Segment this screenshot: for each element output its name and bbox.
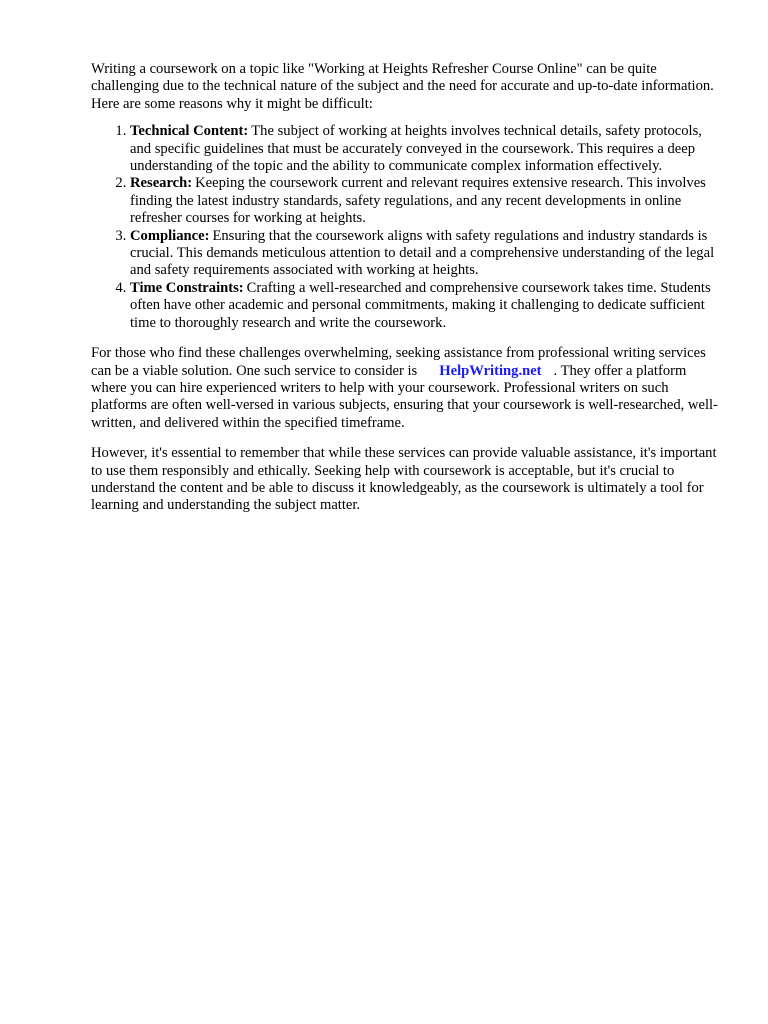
reason-text: The subject of working at heights involves technical details, safety protocols, and specific guidelines that must be accurately conveyed in the coursework. This requires a deep understanding of the topic and the ability to communicate complex information effectively. xyxy=(130,123,702,175)
intro-paragraph: Writing a coursework on a topic like "Working at Heights Refresher Course Online" can be quite challenging due to the technical nature of the subject and the need for accurate and up-to-date information. Here are some reasons why it might be difficult: xyxy=(91,61,714,112)
list-item xyxy=(130,228,723,280)
service-text-before: For those who find these challenges overwhelming, seeking assistance from professional writing services can be a viable solution. One such service to consider is xyxy=(91,345,706,379)
reason-term: Technical Content: xyxy=(130,123,249,140)
helpwriting-link[interactable]: HelpWriting.net xyxy=(439,362,542,379)
reason-text: Ensuring that the coursework aligns with safety regulations and industry standards is crucial. This demands meticulous attention to detail and a comprehensive understanding of the legal and safety requirements associated with working at heights. xyxy=(130,227,715,279)
document-body xyxy=(91,61,723,515)
service-paragraph xyxy=(91,345,723,432)
list-item xyxy=(130,175,723,227)
reason-term: Research: xyxy=(130,175,193,192)
reason-text: Crafting a well-researched and comprehensive coursework takes time. Students often have other academic and personal commitments, making it challenging to dedicate sufficient time to thoroughly research and write the coursework. xyxy=(130,279,711,331)
list-item xyxy=(130,123,723,175)
reasons-list xyxy=(91,123,723,332)
reason-term: Compliance: xyxy=(130,227,210,244)
list-item xyxy=(130,280,723,332)
service-text-after: . They offer a platform where you can hire experienced writers to help with your coursework. Professional writers on such platforms are often well-versed in various subjects, ensuring that your coursework is well-researched, well-written, and delivered within the specified timeframe. xyxy=(91,362,718,431)
closing-paragraph: However, it's essential to remember that while these services can provide valuable assistance, it's important to use them responsibly and ethically. Seeking help with coursework is acceptable, but it's crucial to understand the content and be able to discuss it knowledgeably, as the coursework is ultimately a tool for learning and understanding the subject matter. xyxy=(91,445,717,514)
reason-term: Time Constraints: xyxy=(130,279,244,296)
reason-text: Keeping the coursework current and relevant requires extensive research. This involves finding the latest industry standards, safety regulations, and any recent developments in online refresher courses for working at heights. xyxy=(130,175,706,227)
